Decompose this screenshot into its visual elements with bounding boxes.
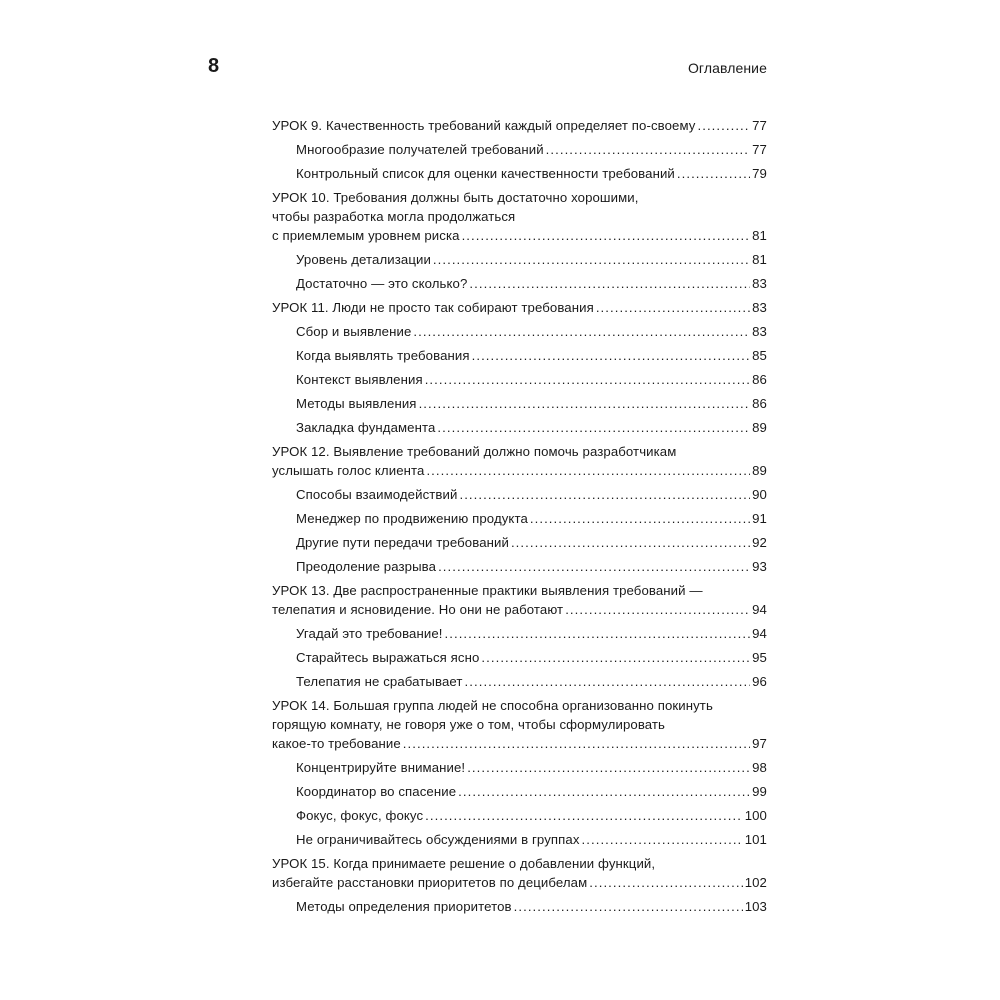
toc-subsection-entry[interactable] <box>272 758 767 777</box>
toc-entry-row <box>296 648 767 667</box>
toc-entry-row <box>296 164 767 183</box>
toc-subsection-entry[interactable] <box>272 164 767 183</box>
toc-entry-title: Концентрируйте внимание! <box>296 760 466 775</box>
toc-subsection-entry[interactable] <box>272 782 767 801</box>
toc-page-number: 97 <box>752 736 767 751</box>
toc-subsection-entry[interactable] <box>272 533 767 552</box>
toc-subsection-entry[interactable] <box>272 648 767 667</box>
toc-page-number: 83 <box>752 276 767 291</box>
toc-page-number: 79 <box>752 166 767 181</box>
toc-entry-row <box>296 897 767 916</box>
toc-entry-title: Фокус, фокус, фокус <box>296 808 424 823</box>
dot-leader <box>426 461 750 480</box>
toc-entry-row <box>296 140 767 159</box>
toc-subsection-entry[interactable] <box>272 485 767 504</box>
toc-entry-title: Менеджер по продвижению продукта <box>296 511 528 526</box>
toc-entry-row <box>272 298 767 317</box>
toc-entry-title: Достаточно — это сколько? <box>296 276 468 291</box>
toc-entry-title: Методы выявления <box>296 396 417 411</box>
toc-entry-row <box>296 322 767 341</box>
toc-entry-row <box>296 250 767 269</box>
dot-leader <box>445 624 751 643</box>
toc-entry-title-line: УРОК 14. Большая группа людей не способна организованно покинуть <box>272 698 713 713</box>
toc-entry-row <box>296 758 767 777</box>
toc-page-number: 100 <box>744 808 767 823</box>
dot-leader <box>582 830 743 849</box>
dot-leader <box>438 557 750 576</box>
dot-leader <box>514 897 743 916</box>
toc-entry-row <box>272 734 767 753</box>
dot-leader <box>565 600 750 619</box>
toc-page-number: 102 <box>744 875 767 890</box>
toc-subsection-entry[interactable] <box>272 250 767 269</box>
dot-leader <box>469 274 750 293</box>
toc-entry-row <box>296 557 767 576</box>
toc-entry-row <box>296 672 767 691</box>
toc-entry-title: Уровень детализации <box>296 252 431 267</box>
toc-subsection-entry[interactable] <box>272 394 767 413</box>
toc-page-number: 83 <box>752 324 767 339</box>
toc-page-number: 77 <box>752 118 767 133</box>
toc-entry-row <box>296 370 767 389</box>
dot-leader <box>413 322 750 341</box>
toc-page-number: 98 <box>752 760 767 775</box>
toc-entry-title: Способы взаимодействий <box>296 487 458 502</box>
toc-entry-row <box>296 533 767 552</box>
toc-subsection-entry[interactable] <box>272 672 767 691</box>
toc-page-number: 89 <box>752 420 767 435</box>
toc-entry-title: Методы определения приоритетов <box>296 899 512 914</box>
toc-entry-row <box>296 274 767 293</box>
toc-entry-title: Преодоление разрыва <box>296 559 437 574</box>
toc-subsection-entry[interactable] <box>272 806 767 825</box>
toc-entry-title-line: УРОК 15. Когда принимаете решение о добавлении функций, <box>272 856 656 871</box>
toc-entry-title: Телепатия не срабатывает <box>296 674 463 689</box>
toc-page-number: 95 <box>752 650 767 665</box>
toc-entry-title: УРОК 11. Люди не просто так собирают требования <box>272 300 594 315</box>
toc-entry-row <box>296 830 767 849</box>
toc-entry-title: Не ограничивайтесь обсуждениями в группах <box>296 832 580 847</box>
dot-leader <box>467 758 750 777</box>
toc-entry-title-line: УРОК 10. Требования должны быть достаточно хорошими, <box>272 190 639 205</box>
toc-page-number: 83 <box>752 300 767 315</box>
dot-leader <box>433 250 750 269</box>
toc-page-number: 85 <box>752 348 767 363</box>
toc-entry-title: телепатия и ясновидение. Но они не работают <box>272 602 564 617</box>
dot-leader <box>458 782 750 801</box>
toc-page-number: 90 <box>752 487 767 502</box>
dot-leader <box>425 806 743 825</box>
dot-leader <box>589 873 742 892</box>
toc-page-number: 77 <box>752 142 767 157</box>
toc-subsection-entry[interactable] <box>272 274 767 293</box>
toc-page-number: 94 <box>752 602 767 617</box>
toc-subsection-entry[interactable] <box>272 322 767 341</box>
toc-entry-title: Координатор во спасение <box>296 784 457 799</box>
toc-lesson-entry[interactable] <box>272 581 767 619</box>
toc-entry-title-line: УРОК 12. Выявление требований должно помочь разработчикам <box>272 444 677 459</box>
toc-entry-title: Контрольный список для оценки качественности требований <box>296 166 675 181</box>
dot-leader <box>698 116 751 135</box>
toc-entry-title: Когда выявлять требования <box>296 348 470 363</box>
toc-entry-title: Закладка фундамента <box>296 420 436 435</box>
dot-leader <box>546 140 750 159</box>
toc-entry-row <box>296 509 767 528</box>
toc-subsection-entry[interactable] <box>272 418 767 437</box>
toc-entry-row <box>296 782 767 801</box>
toc-entry-title: Старайтесь выражаться ясно <box>296 650 480 665</box>
toc-subsection-entry[interactable] <box>272 509 767 528</box>
page-number: 8 <box>208 55 220 77</box>
toc-page-number: 99 <box>752 784 767 799</box>
toc-entry-row <box>296 346 767 365</box>
toc-entry-row <box>272 461 767 480</box>
toc-entry-title-line: УРОК 13. Две распространенные практики выявления требований — <box>272 583 703 598</box>
toc-subsection-entry[interactable] <box>272 346 767 365</box>
toc-entry-title: Контекст выявления <box>296 372 423 387</box>
dot-leader <box>437 418 750 437</box>
toc-subsection-entry[interactable] <box>272 557 767 576</box>
dot-leader <box>596 298 750 317</box>
toc-entry-row <box>272 226 767 245</box>
toc-page-number: 86 <box>752 372 767 387</box>
dot-leader <box>403 734 750 753</box>
toc-lesson-entry[interactable] <box>272 188 767 245</box>
toc-entry-row <box>272 600 767 619</box>
dot-leader <box>465 672 751 691</box>
toc-entry-title-line: горящую комнату, не говоря уже о том, чтобы сформулировать <box>272 717 666 732</box>
dot-leader <box>425 370 750 389</box>
toc-entry-title: УРОК 9. Качественность требований каждый определяет по-своему <box>272 118 696 133</box>
toc-page-number: 81 <box>752 252 767 267</box>
toc-entry-title: избегайте расстановки приоритетов по децибелам <box>272 875 588 890</box>
toc-page-number: 86 <box>752 396 767 411</box>
toc-page-number: 93 <box>752 559 767 574</box>
toc-entry-title: Сбор и выявление <box>296 324 412 339</box>
dot-leader <box>419 394 751 413</box>
toc-entry-row <box>272 116 767 135</box>
toc-lesson-entry[interactable] <box>272 298 767 317</box>
toc-page-number: 92 <box>752 535 767 550</box>
toc-entry-row <box>296 806 767 825</box>
toc-subsection-entry[interactable] <box>272 830 767 849</box>
toc-entry-row <box>296 418 767 437</box>
toc-entry-row <box>272 873 767 892</box>
toc-subsection-entry[interactable] <box>272 624 767 643</box>
toc-page-number: 94 <box>752 626 767 641</box>
toc-entry-title: какое-то требование <box>272 736 401 751</box>
toc-lesson-entry[interactable] <box>272 854 767 892</box>
toc-page-number: 101 <box>744 832 767 847</box>
toc-entry-title: Многообразие получателей требований <box>296 142 544 157</box>
toc-entry-row <box>296 485 767 504</box>
running-header: Оглавление <box>687 60 767 76</box>
toc-lesson-entry[interactable] <box>272 116 767 135</box>
toc-lesson-entry[interactable] <box>272 442 767 480</box>
toc-entry-title: услышать голос клиента <box>272 463 425 478</box>
toc-lesson-entry[interactable] <box>272 696 767 753</box>
dot-leader <box>677 164 750 183</box>
dot-leader <box>481 648 750 667</box>
dot-leader <box>472 346 751 365</box>
toc-entry-title: Угадай это требование! <box>296 626 443 641</box>
toc-entry-row <box>296 394 767 413</box>
dot-leader <box>459 485 750 504</box>
toc-subsection-entry[interactable] <box>272 140 767 159</box>
toc-page-number: 91 <box>752 511 767 526</box>
dot-leader <box>530 509 750 528</box>
toc-page-number: 96 <box>752 674 767 689</box>
dot-leader <box>462 226 751 245</box>
toc-subsection-entry[interactable] <box>272 370 767 389</box>
toc-page-number: 81 <box>752 228 767 243</box>
toc-entry-title-line: чтобы разработка могла продолжаться <box>272 209 516 224</box>
toc-entry-title: с приемлемым уровнем риска <box>272 228 460 243</box>
table-of-contents <box>272 116 767 916</box>
toc-page-number: 89 <box>752 463 767 478</box>
toc-entry-title: Другие пути передачи требований <box>296 535 509 550</box>
toc-subsection-entry[interactable] <box>272 897 767 916</box>
dot-leader <box>511 533 750 552</box>
toc-entry-row <box>296 624 767 643</box>
toc-page-number: 103 <box>744 899 767 914</box>
